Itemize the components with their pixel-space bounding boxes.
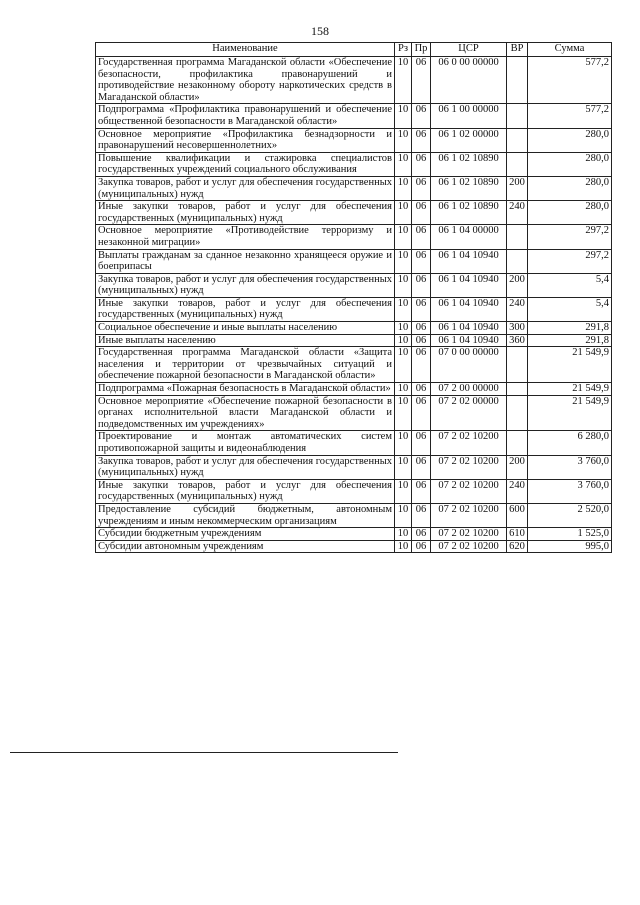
cell-rz: 10 [395,322,412,335]
cell-rz: 10 [395,528,412,541]
cell-rz: 10 [395,249,412,273]
cell-pr: 06 [412,455,431,479]
cell-csr: 07 2 02 00000 [431,395,507,431]
cell-rz: 10 [395,273,412,297]
cell-name: Иные закупки товаров, работ и услуг для обеспечения государственных (муниципальных) нужд [96,479,395,503]
cell-rz: 10 [395,503,412,527]
cell-vr [507,383,528,396]
cell-pr: 06 [412,540,431,553]
cell-name: Подпрограмма «Пожарная безопасность в Магаданской области» [96,383,395,396]
cell-vr [507,225,528,249]
cell-rz: 10 [395,201,412,225]
cell-vr: 620 [507,540,528,553]
cell-sum: 3 760,0 [528,479,612,503]
cell-name: Иные выплаты населению [96,334,395,347]
cell-rz: 10 [395,431,412,455]
cell-pr: 06 [412,128,431,152]
cell-rz: 10 [395,297,412,321]
table-row [96,347,612,383]
cell-vr: 240 [507,297,528,321]
cell-csr: 07 2 02 10200 [431,528,507,541]
table-row [96,201,612,225]
table-body [96,57,612,553]
cell-pr: 06 [412,104,431,128]
cell-vr [507,431,528,455]
cell-csr: 07 2 02 10200 [431,455,507,479]
cell-csr: 06 1 04 10940 [431,322,507,335]
cell-csr: 06 0 00 00000 [431,57,507,104]
header-csr: ЦСР [431,43,507,57]
cell-pr: 06 [412,503,431,527]
cell-csr: 06 1 04 10940 [431,297,507,321]
table-header-row [96,43,612,57]
header-vr: ВР [507,43,528,57]
table-row [96,176,612,200]
cell-name: Основное мероприятие «Обеспечение пожарной безопасности в органах исполнительной власти Магаданской области и подведомственных им учреждениях» [96,395,395,431]
cell-name: Иные закупки товаров, работ и услуг для обеспечения государственных (муниципальных) нужд [96,297,395,321]
table-row [96,225,612,249]
cell-pr: 06 [412,395,431,431]
cell-csr: 06 1 00 00000 [431,104,507,128]
cell-csr: 06 1 04 10940 [431,273,507,297]
cell-sum: 3 760,0 [528,455,612,479]
cell-vr: 240 [507,201,528,225]
cell-vr [507,152,528,176]
cell-sum: 297,2 [528,225,612,249]
cell-sum: 280,0 [528,152,612,176]
cell-csr: 07 2 02 10200 [431,503,507,527]
cell-name: Основное мероприятие «Противодействие терроризму и незаконной миграции» [96,225,395,249]
cell-rz: 10 [395,128,412,152]
budget-table [95,42,612,553]
cell-pr: 06 [412,528,431,541]
cell-vr: 600 [507,503,528,527]
cell-sum: 577,2 [528,104,612,128]
cell-sum: 297,2 [528,249,612,273]
cell-vr [507,249,528,273]
cell-rz: 10 [395,152,412,176]
cell-csr: 06 1 04 10940 [431,334,507,347]
cell-pr: 06 [412,334,431,347]
header-rz: Рз [395,43,412,57]
cell-name: Закупка товаров, работ и услуг для обеспечения государственных (муниципальных) нужд [96,273,395,297]
cell-pr: 06 [412,322,431,335]
table-row [96,455,612,479]
cell-csr: 06 1 04 10940 [431,249,507,273]
cell-sum: 291,8 [528,322,612,335]
header-pr: Пр [412,43,431,57]
cell-csr: 07 2 00 00000 [431,383,507,396]
cell-csr: 06 1 02 10890 [431,152,507,176]
table-row [96,297,612,321]
table-row [96,249,612,273]
cell-name: Государственная программа Магаданской области «Защита населения и территории от чрезвычайных ситуаций и обеспечение пожарной безопасности в Магаданской области» [96,347,395,383]
cell-pr: 06 [412,249,431,273]
cell-pr: 06 [412,297,431,321]
cell-name: Подпрограмма «Профилактика правонарушений и обеспечение общественной безопасности в Магаданской области» [96,104,395,128]
cell-rz: 10 [395,455,412,479]
cell-rz: 10 [395,479,412,503]
table-row [96,128,612,152]
cell-vr [507,57,528,104]
table-row [96,383,612,396]
cell-sum: 577,2 [528,57,612,104]
cell-pr: 06 [412,176,431,200]
cell-vr: 200 [507,176,528,200]
cell-vr [507,347,528,383]
cell-name: Социальное обеспечение и иные выплаты населению [96,322,395,335]
table-row [96,104,612,128]
bottom-rule [10,752,398,753]
cell-vr: 300 [507,322,528,335]
cell-name: Проектирование и монтаж автоматических систем противопожарной защиты и видеонаблюдения [96,431,395,455]
cell-pr: 06 [412,479,431,503]
cell-csr: 06 1 04 00000 [431,225,507,249]
table-row [96,479,612,503]
cell-sum: 21 549,9 [528,383,612,396]
cell-vr: 360 [507,334,528,347]
cell-name: Иные закупки товаров, работ и услуг для обеспечения государственных (муниципальных) нужд [96,201,395,225]
header-name: Наименование [96,43,395,57]
cell-rz: 10 [395,225,412,249]
cell-sum: 2 520,0 [528,503,612,527]
cell-name: Закупка товаров, работ и услуг для обеспечения государственных (муниципальных) нужд [96,176,395,200]
cell-name: Закупка товаров, работ и услуг для обеспечения государственных (муниципальных) нужд [96,455,395,479]
table-row [96,395,612,431]
cell-csr: 07 2 02 10200 [431,431,507,455]
cell-name: Государственная программа Магаданской области «Обеспечение безопасности, профилактика правонарушений и противодействие незаконному обороту наркотических средств в Магаданской области» [96,57,395,104]
table-row [96,334,612,347]
table-row [96,57,612,104]
cell-pr: 06 [412,201,431,225]
cell-sum: 5,4 [528,297,612,321]
cell-sum: 1 525,0 [528,528,612,541]
cell-vr: 200 [507,455,528,479]
cell-pr: 06 [412,431,431,455]
cell-vr: 610 [507,528,528,541]
cell-csr: 06 1 02 10890 [431,176,507,200]
cell-vr [507,104,528,128]
cell-csr: 07 2 02 10200 [431,479,507,503]
cell-pr: 06 [412,225,431,249]
cell-sum: 21 549,9 [528,347,612,383]
cell-csr: 07 0 00 00000 [431,347,507,383]
cell-rz: 10 [395,104,412,128]
cell-csr: 06 1 02 00000 [431,128,507,152]
cell-rz: 10 [395,347,412,383]
cell-name: Субсидии бюджетным учреждениям [96,528,395,541]
cell-vr: 240 [507,479,528,503]
cell-rz: 10 [395,540,412,553]
cell-sum: 280,0 [528,201,612,225]
table-row [96,431,612,455]
cell-pr: 06 [412,383,431,396]
cell-csr: 06 1 02 10890 [431,201,507,225]
page-number: 158 [311,24,329,38]
cell-sum: 5,4 [528,273,612,297]
table-row [96,528,612,541]
header-sum: Сумма [528,43,612,57]
cell-name: Основное мероприятие «Профилактика безнадзорности и правонарушений несовершеннолетних» [96,128,395,152]
cell-rz: 10 [395,57,412,104]
cell-sum: 280,0 [528,176,612,200]
table-row [96,503,612,527]
cell-pr: 06 [412,57,431,104]
table-row [96,540,612,553]
table-row [96,152,612,176]
cell-name: Субсидии автономным учреждениям [96,540,395,553]
cell-csr: 07 2 02 10200 [431,540,507,553]
cell-pr: 06 [412,273,431,297]
table-row [96,273,612,297]
cell-sum: 21 549,9 [528,395,612,431]
cell-pr: 06 [412,152,431,176]
table-row [96,322,612,335]
cell-sum: 6 280,0 [528,431,612,455]
cell-sum: 995,0 [528,540,612,553]
cell-sum: 280,0 [528,128,612,152]
cell-vr [507,395,528,431]
cell-sum: 291,8 [528,334,612,347]
cell-rz: 10 [395,383,412,396]
cell-name: Выплаты гражданам за сданное незаконно хранящееся оружие и боеприпасы [96,249,395,273]
cell-vr [507,128,528,152]
cell-rz: 10 [395,334,412,347]
cell-name: Повышение квалификации и стажировка специалистов государственных учреждений социального обслуживания [96,152,395,176]
cell-pr: 06 [412,347,431,383]
cell-vr: 200 [507,273,528,297]
cell-name: Предоставление субсидий бюджетным, автономным учреждениям и иным некоммерческим организациям [96,503,395,527]
cell-rz: 10 [395,395,412,431]
cell-rz: 10 [395,176,412,200]
